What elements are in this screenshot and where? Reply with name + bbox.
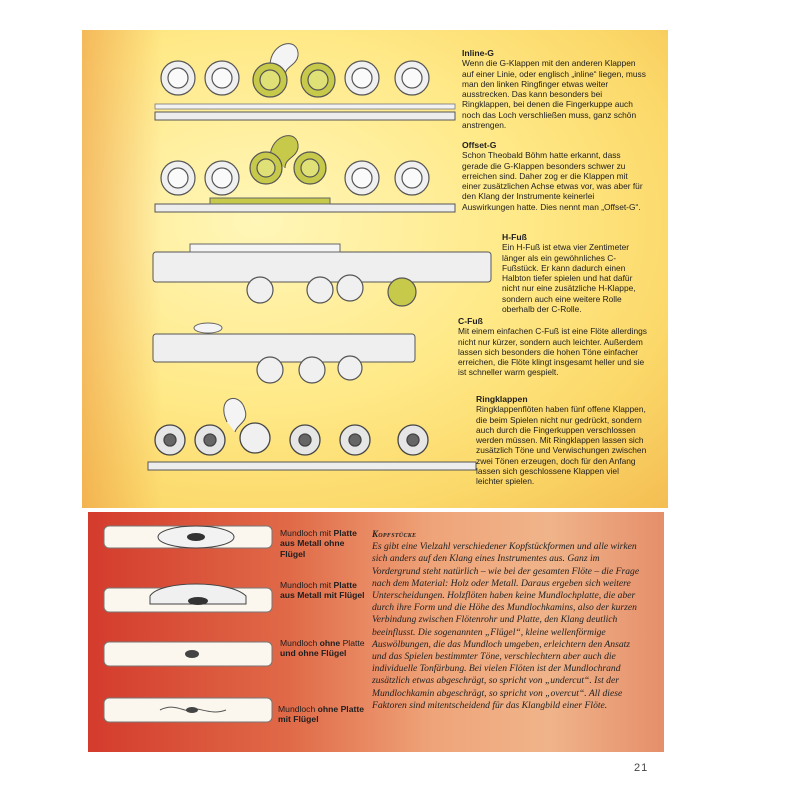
caption-bold: ohne — [319, 638, 341, 648]
caption-no-plate-no-wings — [280, 638, 370, 659]
flute-inline-g-illustration — [150, 36, 460, 136]
caption-text: Mundloch mit — [280, 528, 334, 538]
caption-bold: Flügel — [318, 648, 347, 659]
caption-bold: Platte aus Metall ohne Flügel — [280, 528, 357, 559]
caption-text: Platte — [340, 638, 365, 648]
section-body: Ein H-Fuß ist etwa vier Zentimeter länger als ein gewöhnliches C-Fußstück. Er kann dadurch einen Halbton tiefer spielen und hat dafür nicht nur eine zusätzliche H-Klappe, sondern auch eine weitere Rolle oberhalb der C-Rolle. — [502, 242, 636, 315]
flute-offset-g-illustration — [150, 128, 460, 228]
caption-bold: Platte aus Metall mit Flügel — [280, 580, 365, 601]
caption-no-plate-with-wings — [278, 704, 370, 725]
section-inline-g — [462, 48, 648, 130]
section-title: Offset-G — [462, 140, 497, 150]
section-kopfstuecke — [372, 528, 644, 712]
section-body: Wenn die G-Klappen mit den anderen Klappen auf einer Linie, oder englisch „inline“ liegen, muss man den linken Ringfinger etwas weiter ausstrecken. Das kann besonders bei Ringklappen, bei denen die Fingerkuppe auch noch das Loch verschließen muss, ganz schön anstrengen. — [462, 58, 646, 131]
section-offset-g — [462, 140, 648, 212]
section-h-fuss — [502, 232, 646, 314]
section-ringklappen — [476, 394, 648, 487]
section-body: Ringklappenflöten haben fünf offene Klappen, die beim Spielen nicht nur gedrückt, sondern auch durch die Fingerkuppen verschlossen werden müssen. Mit Ringklappen lassen sich zusätzlich Töne und Verwischungen zwischen zwei Tönen erzeugen, doch für den Anfang lassen sich geschlossene Klappen viel leichter spielen. — [476, 404, 647, 487]
section-title: Inline-G — [462, 48, 494, 58]
section-body: Schon Theobald Böhm hatte erkannt, dass gerade die G-Klappen besonders schwer zu erreichen sind. Daher zog er die Klappen mit einer zusätzlichen Achse etwas vor, was aber für den Klang der Instrumente keinerlei Auswirkungen hatte. Dies nennt man „Offset-G“. — [462, 150, 643, 212]
caption-text: Mundloch — [278, 704, 318, 714]
page-number: 21 — [634, 762, 649, 774]
kopfstuecke-body: Es gibt eine Vielzahl verschiedener Kopfstückformen und alle wirken sich anders auf den Klang eines Instrumentes aus. Ganz im Vordergrund steht natürlich – wie bei der gesamten Flöte – die Frage nach dem Material: Holz oder Metall. Daraus ergeben sich weitere Unterscheidungen. Holzflöten haben keine Mundlochplatte, die aber durch ihre Form und die Höhe des Mundlochkamins, also der kurzen Verbindung zwischen Flötenrohr und Platte, den Klang deutlich beeinflusst. Die sogenannten „Flügel“, kleine wellenförmige Auswölbungen, die das Mundloch umgeben, erleichtern den Ansatz und das Spielen bestimmter Töne, verschlechtern aber auch die individuelle Tonfärbung. Bei vielen Flöten ist der Mundlochrand zusätzlich etwas abgeschrägt, so spricht von „undercut“. Ist der Mundlochkamin abgeschrägt, so spricht von „overcut“. All diese Faktoren sind mitentscheidend für das Klangbild einer Flöte. — [372, 541, 640, 711]
section-title: H-Fuß — [502, 232, 527, 242]
headjoint-metal-plate-with-wings — [100, 574, 275, 618]
section-c-fuss — [458, 316, 648, 378]
flute-c-foot-illustration — [150, 322, 420, 390]
caption-bold: und ohne — [280, 648, 319, 659]
section-body: Mit einem einfachen C-Fuß ist eine Flöte allerdings nicht nur kürzer, sondern auch leichter. Außerdem lassen sich besonders die hohen Töne einfacher erreichen, die Flöte klingt insgesamt heller und sie ist schneller warm gespielt. — [458, 326, 647, 378]
headjoint-no-plate-no-wings — [100, 636, 275, 672]
caption-metal-plate-with-wings — [280, 580, 370, 601]
headjoint-no-plate-with-wings — [100, 692, 275, 728]
caption-bold: ohne Platte mit Flügel — [278, 704, 364, 725]
kopfstuecke-title: Kopfstücke — [372, 529, 417, 539]
headjoint-metal-plate-no-wings — [100, 518, 275, 556]
caption-metal-plate-no-wings — [280, 528, 370, 559]
section-title: Ringklappen — [476, 394, 528, 404]
caption-text: Mundloch — [280, 638, 320, 648]
caption-text: Mundloch mit — [280, 580, 334, 590]
section-title: C-Fuß — [458, 316, 483, 326]
flute-ringkey-illustration — [145, 392, 480, 482]
flute-h-foot-illustration — [150, 238, 495, 313]
